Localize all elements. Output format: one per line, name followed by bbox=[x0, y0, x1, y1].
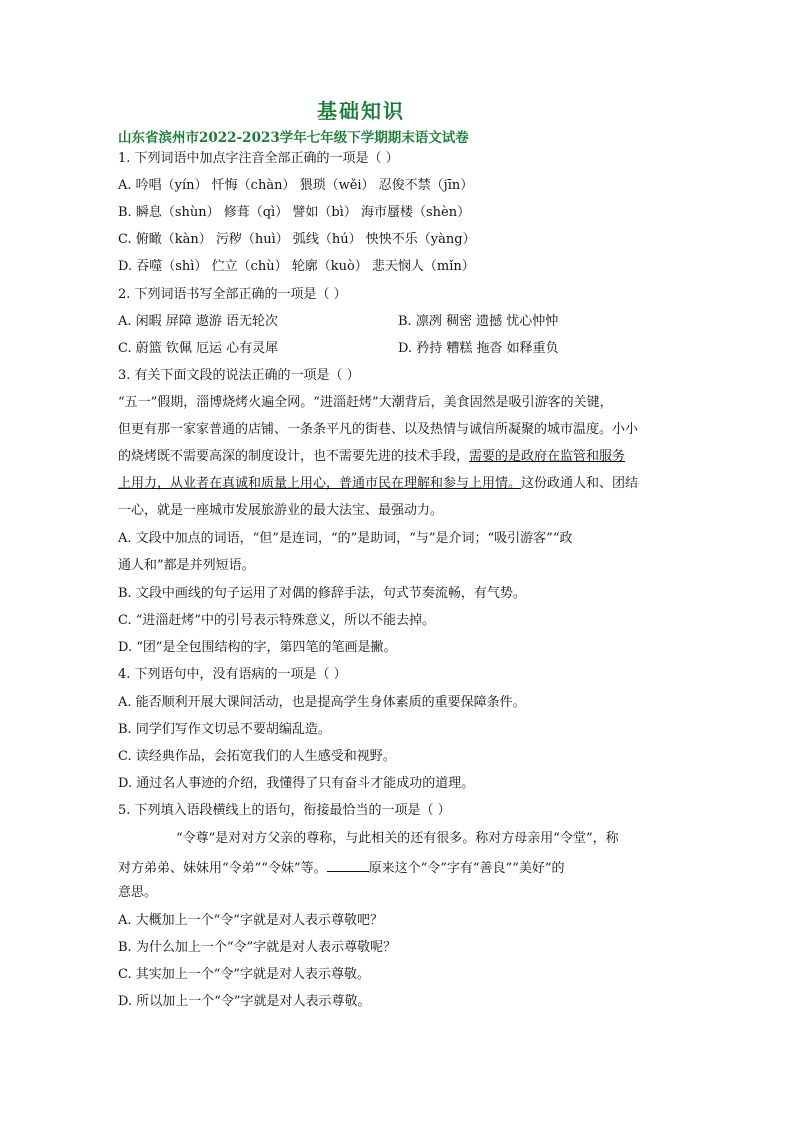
q3-passage-underlined-1: 需要的是政府在监管和服务 bbox=[469, 449, 626, 464]
q3-passage-underlined-2: 上用力，从业者在真诚和质量上用心，普通市民在理解和参与上用情。 bbox=[118, 476, 522, 491]
q3-passage-line-5: 一心，就是一座城市发展旅游业的最大法宝、最强动力。 bbox=[118, 503, 444, 518]
q5-passage-line-2-rest: 原来这个“令”字有“善良”“美好”的 bbox=[368, 861, 565, 876]
q1-option-a: A. 吟唱（yín） 忏悔（chàn） 猥琐（wěi） 忍俊不禁（jīn） bbox=[118, 178, 474, 193]
q3-option-c: C. “进淄赶烤”中的引号表示特殊意义，所以不能去掉。 bbox=[118, 613, 436, 628]
q5-passage-line-3: 意思。 bbox=[118, 885, 158, 900]
q5-option-c: C. 其实加上一个“令”字就是对人表示尊敬。 bbox=[118, 967, 371, 982]
q4-option-c: C. 读经典作品，会拓宽我们的人生感受和视野。 bbox=[118, 749, 396, 764]
q5-passage-line-2 bbox=[118, 857, 564, 878]
q2-option-b: B. 凛冽 稠密 遗撼 忧心忡忡 bbox=[398, 314, 559, 329]
q3-option-a-line-2: 通人和”都是并列短语。 bbox=[118, 558, 255, 573]
exam-subtitle: 山东省滨州市2022-2023学年七年级下学期期末语文试卷 bbox=[118, 130, 469, 146]
q3-passage-line-2: 但更有那一家家普通的店铺、一条条平凡的街巷、以及热情与诚信所凝聚的城市温度。小小 bbox=[118, 422, 639, 437]
q2-stem: 2. 下列词语书写全部正确的一项是（ ） bbox=[118, 287, 347, 302]
q5-answer-blank bbox=[327, 857, 369, 872]
q3-passage-line-4-plain: 这份政通人和、团结 bbox=[521, 476, 639, 491]
q5-passage-line-2-plain: 对方弟弟、妹妹用“令弟”“令妹”等。 bbox=[118, 861, 327, 876]
q3-stem: 3. 有关下面文段的说法正确的一项是（ ） bbox=[118, 368, 360, 383]
q3-option-b: B. 文段中画线的句子运用了对偶的修辞手法，句式节奏流畅，有气势。 bbox=[118, 586, 526, 601]
q2-option-c: C. 蔚篮 钦佩 厄运 心有灵犀 bbox=[118, 341, 279, 356]
q4-stem: 4. 下列语句中，没有语病的一项是（ ） bbox=[118, 667, 347, 682]
q5-option-a: A. 大概加上一个“令”字就是对人表示尊敬吧？ bbox=[118, 913, 383, 928]
q4-option-a: A. 能否顺利开展大课间活动，也是提高学生身体素质的重要保障条件。 bbox=[118, 695, 526, 710]
q1-option-b: B. 瞬息（shùn） 修葺（qì） 譬如（bì） 海市蜃楼（shèn） bbox=[118, 205, 471, 220]
q2-option-a: A. 闲暇 屏障 遨游 语无轮次 bbox=[118, 314, 279, 329]
q4-option-b: B. 同学们写作文切忌不要胡编乱造。 bbox=[118, 722, 331, 737]
q4-option-d: D. 通过名人事迹的介绍，我懂得了只有奋斗才能成功的道理。 bbox=[118, 776, 475, 791]
q1-option-d: D. 吞噬（shì） 伫立（chù） 轮廓（kuò） 悲天悯人（mǐn） bbox=[118, 259, 475, 274]
q3-passage-line-4 bbox=[118, 475, 638, 493]
q5-stem: 5. 下列填入语段横线上的语句，衔接最恰当的一项是（ ） bbox=[118, 803, 451, 818]
q3-passage-line-3 bbox=[118, 448, 625, 466]
q3-passage-line-3-plain: 的烧烤既不需要高深的制度设计，也不需要先进的技术手段， bbox=[118, 449, 470, 464]
q5-option-d: D. 所以加上一个“令”字就是对人表示尊敬。 bbox=[118, 994, 371, 1009]
q3-passage-line-1: “五一”假期，淄博烧烤火遍全网。“进淄赶烤”大潮背后，美食固然是吸引游客的关键， bbox=[118, 395, 613, 410]
q5-option-b: B. 为什么加上一个“令”字就是对人表示尊敬呢？ bbox=[118, 940, 397, 955]
q1-stem: 1. 下列词语中加点字注音全部正确的一项是（ ） bbox=[118, 151, 399, 166]
q2-option-d: D. 矜持 糟糕 拖沓 如释重负 bbox=[398, 341, 559, 356]
q5-passage-line-1: “令尊”是对对方父亲的尊称，与此相关的还有很多。称对方母亲用“令堂”，称 bbox=[176, 831, 619, 846]
q3-option-a-line-1: A. 文段中加点的词语，“但”是连词，“的”是助词，“与”是介词；“吸引游客”“政 bbox=[118, 531, 573, 546]
q3-option-d: D. “团”是全包围结构的字，第四笔的笔画是撇。 bbox=[118, 640, 397, 655]
q1-option-c: C. 俯瞰（kàn） 污秽（huì） 弧线（hú） 怏怏不乐（yàng） bbox=[118, 232, 476, 247]
page-title: 基础知识 bbox=[317, 99, 405, 123]
